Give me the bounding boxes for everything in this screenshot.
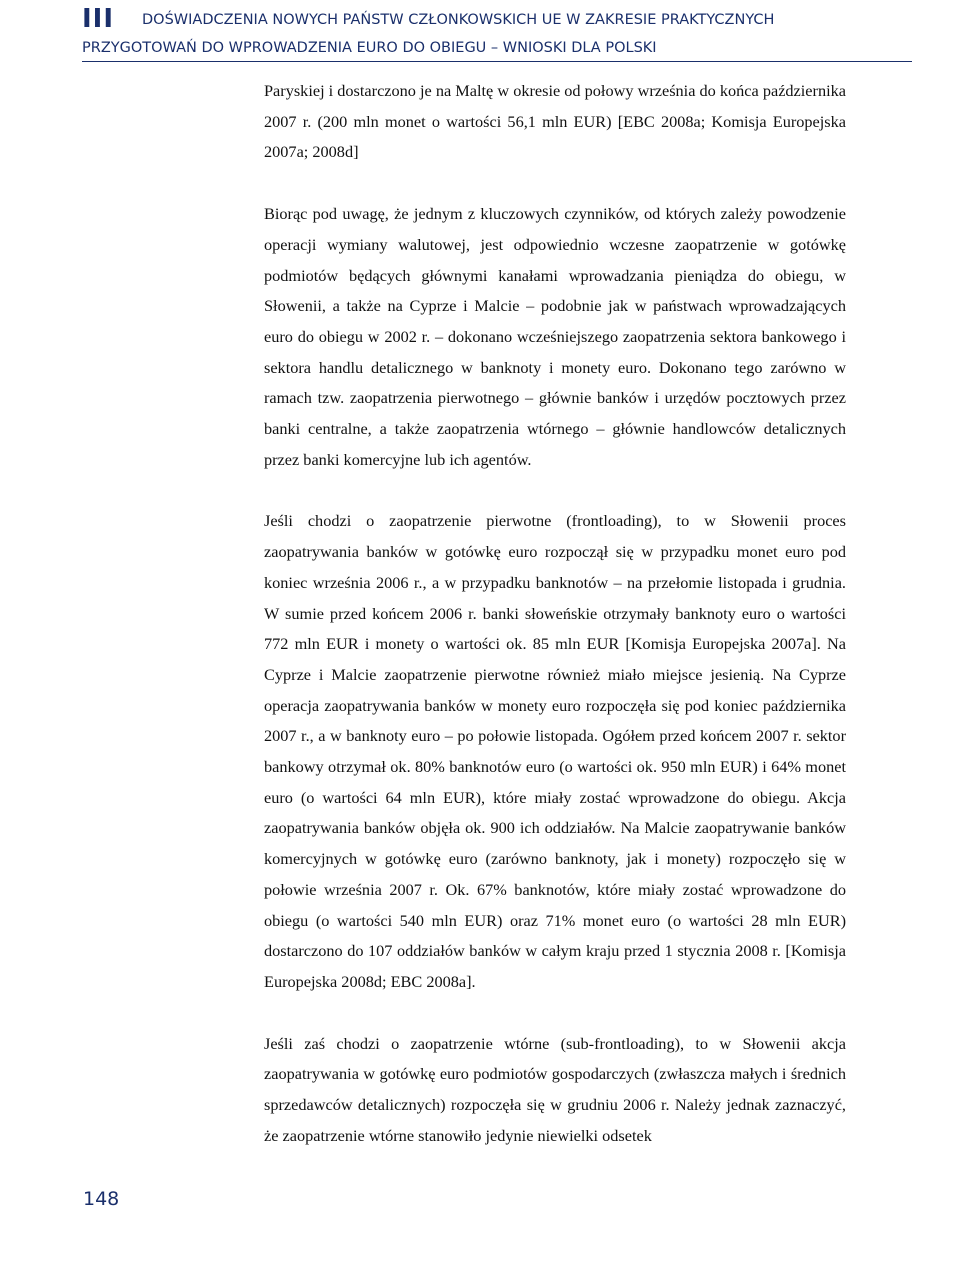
header-title-line-2: PRZYGOTOWAŃ DO WPROWADZENIA EURO DO OBIEGU – WNIOSKI DLA POLSKI xyxy=(82,40,657,56)
header-title-line-1: DOŚWIADCZENIA NOWYCH PAŃSTW CZŁONKOWSKICH UE W ZAKRESIE PRAKTYCZNYCH xyxy=(142,12,775,28)
paragraph: Jeśli chodzi o zaopatrzenie pierwotne (frontloading), to w Słowenii proces zaopatrywania banków w gotówkę euro rozpoczął się w przypadku monet euro pod koniec września 2006 r., a w przypadku banknotów – na przełomie listopada i grudnia. W sumie przed końcem 2006 r. banki słoweńskie otrzymały banknoty euro o wartości 772 mln EUR i monety o wartości ok. 85 mln EUR [Komisja Europejska 2007a]. Na Cyprze i Malcie zaopatrzenie pierwotne również miało miejsce jesienią. Na Cyprze operacja zaopatrywania banków w monety euro rozpoczęła się pod koniec października 2007 r., a w banknoty euro – po połowie listopada. Ogółem przed końcem 2007 r. sektor bankowy otrzymał ok. 80% banknotów euro (o wartości ok. 950 mln EUR) i 64% monet euro (o wartości 64 mln EUR), które miały zostać wprowadzone do obiegu. Akcja zaopatrywania banków objęła ok. 900 ich oddziałów. Na Malcie zaopatrywanie banków komercyjnych w gotówkę euro (zarówno banknoty, jak i monety) rozpoczęło się w połowie września 2007 r. Ok. 67% banknotów, które miały zostać wprowadzone do obiegu (o wartości 540 mln EUR) oraz 71% monet euro (o wartości 28 mln EUR) dostarczono do 107 oddziałów banków w całym kraju przed 1 stycznia 2008 r. [Komisja Europejska 2008d; EBC 2008a]. xyxy=(264,511,846,991)
paragraph: Biorąc pod uwagę, że jednym z kluczowych czynników, od których zależy powodzenie operacji wymiany walutowej, jest odpowiednio wczesne zaopatrzenie w gotówkę podmiotów będących głównymi kanałami wprowadzania pieniądza do obiegu, w Słowenii, a także na Cyprze i Malcie – podobnie jak w państwach wprowadzających euro do obiegu w 2002 r. – dokonano wcześniejszego zaopatrzenia sektora bankowego i sektora handlu detalicznego w banknoty i monety euro. Dokonano tego zarówno w ramach tzw. zaopatrzenia pierwotnego – głównie banków i urzędów pocztowych przez banki centralne, a także zaopatrzenia wtórnego – głównie handlowców detalicznych przez banki komercyjne lub ich agentów. xyxy=(264,204,846,469)
header-divider xyxy=(82,61,912,62)
body-text xyxy=(264,76,846,1152)
page-number: 148 xyxy=(83,1188,120,1210)
paragraph: Jeśli zaś chodzi o zaopatrzenie wtórne (sub-frontloading), to w Słowenii akcja zaopatrywania w gotówkę euro podmiotów gospodarczych (zwłaszcza małych i średnich sprzedawców detalicznych) rozpoczęła się w grudniu 2006 r. Należy jednak zaznaczyć, że zaopatrzenie wtórne stanowiło jedynie niewielki odsetek xyxy=(264,1033,846,1145)
paragraph: Paryskiej i dostarczono je na Maltę w okresie od połowy września do końca października 2007 r. (200 mln monet o wartości 56,1 mln EUR) [EBC 2008a; Komisja Europejska 2007a; 2008d] xyxy=(264,81,846,162)
chapter-number: III xyxy=(82,4,115,34)
